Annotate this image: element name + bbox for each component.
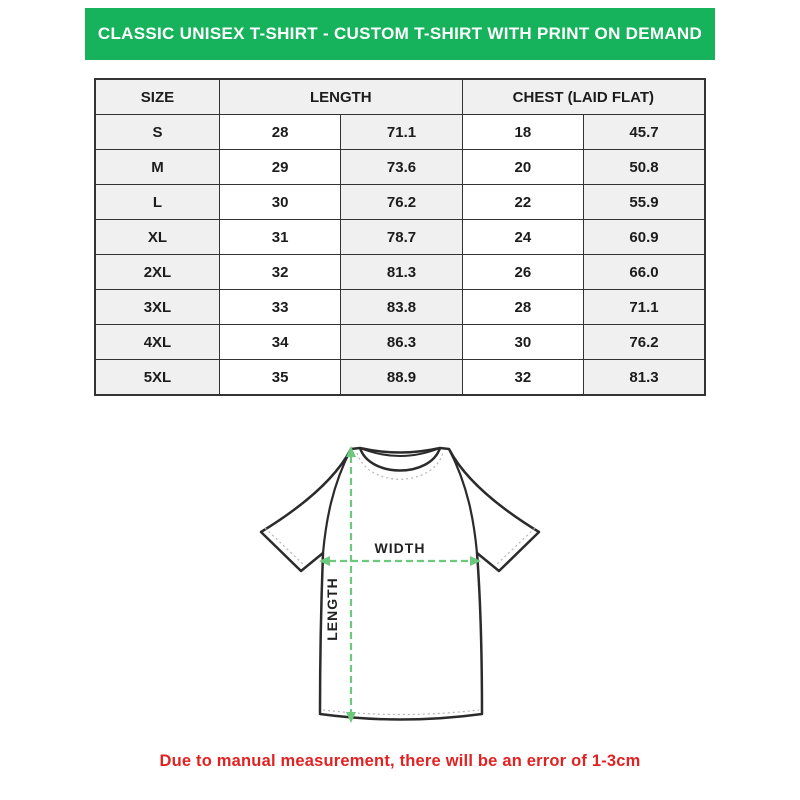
table-row <box>95 360 705 396</box>
title-banner: CLASSIC UNISEX T-SHIRT - CUSTOM T-SHIRT WITH PRINT ON DEMAND <box>85 8 715 60</box>
chest-cm-cell: 76.2 <box>584 325 705 360</box>
length-cm-cell: 81.3 <box>341 255 462 290</box>
length-cm-cell: 86.3 <box>341 325 462 360</box>
chest-cm-cell: 50.8 <box>584 150 705 185</box>
length-inches-cell: 29 <box>219 150 340 185</box>
length-label: LENGTH <box>324 577 340 641</box>
table-row <box>95 290 705 325</box>
length-inches-cell: 31 <box>219 220 340 255</box>
size-cell: 4XL <box>95 325 219 360</box>
length-cm-cell: 83.8 <box>341 290 462 325</box>
length-cm-cell: 76.2 <box>341 185 462 220</box>
size-cell: 3XL <box>95 290 219 325</box>
length-cm-cell: 78.7 <box>341 220 462 255</box>
length-cm-cell: 88.9 <box>341 360 462 396</box>
header-row <box>95 79 705 115</box>
chest-inches-cell: 22 <box>462 185 583 220</box>
size-cell: 2XL <box>95 255 219 290</box>
width-label: WIDTH <box>374 540 426 556</box>
chest-cm-cell: 71.1 <box>584 290 705 325</box>
size-cell: M <box>95 150 219 185</box>
tshirt-outline <box>261 448 539 720</box>
column-header-size: SIZE <box>95 79 219 115</box>
chest-cm-cell: 55.9 <box>584 185 705 220</box>
chest-cm-cell: 66.0 <box>584 255 705 290</box>
chest-inches-cell: 18 <box>462 115 583 150</box>
length-inches-cell: 28 <box>219 115 340 150</box>
table-row <box>95 255 705 290</box>
chest-cm-cell: 45.7 <box>584 115 705 150</box>
size-cell: 5XL <box>95 360 219 396</box>
length-cm-cell: 73.6 <box>341 150 462 185</box>
length-inches-cell: 33 <box>219 290 340 325</box>
length-inches-cell: 35 <box>219 360 340 396</box>
column-header-length: LENGTH <box>219 79 462 115</box>
table-row <box>95 185 705 220</box>
size-cell: S <box>95 115 219 150</box>
size-cell: XL <box>95 220 219 255</box>
size-chart <box>94 78 706 396</box>
chest-cm-cell: 60.9 <box>584 220 705 255</box>
column-header-chest: CHEST (LAID FLAT) <box>462 79 705 115</box>
length-inches-cell: 34 <box>219 325 340 360</box>
size-cell: L <box>95 185 219 220</box>
measurement-error-note: Due to manual measurement, there will be an error of 1-3cm <box>159 752 641 770</box>
chest-inches-cell: 24 <box>462 220 583 255</box>
length-inches-cell: 30 <box>219 185 340 220</box>
chest-inches-cell: 20 <box>462 150 583 185</box>
length-inches-cell: 32 <box>219 255 340 290</box>
table-row <box>95 150 705 185</box>
chest-inches-cell: 30 <box>462 325 583 360</box>
table-row <box>95 325 705 360</box>
table-row <box>95 115 705 150</box>
chest-inches-cell: 32 <box>462 360 583 396</box>
tshirt-measurement-diagram <box>250 426 550 738</box>
chest-cm-cell: 81.3 <box>584 360 705 396</box>
length-cm-cell: 71.1 <box>341 115 462 150</box>
chest-inches-cell: 26 <box>462 255 583 290</box>
size-table <box>94 78 706 396</box>
chest-inches-cell: 28 <box>462 290 583 325</box>
table-row <box>95 220 705 255</box>
